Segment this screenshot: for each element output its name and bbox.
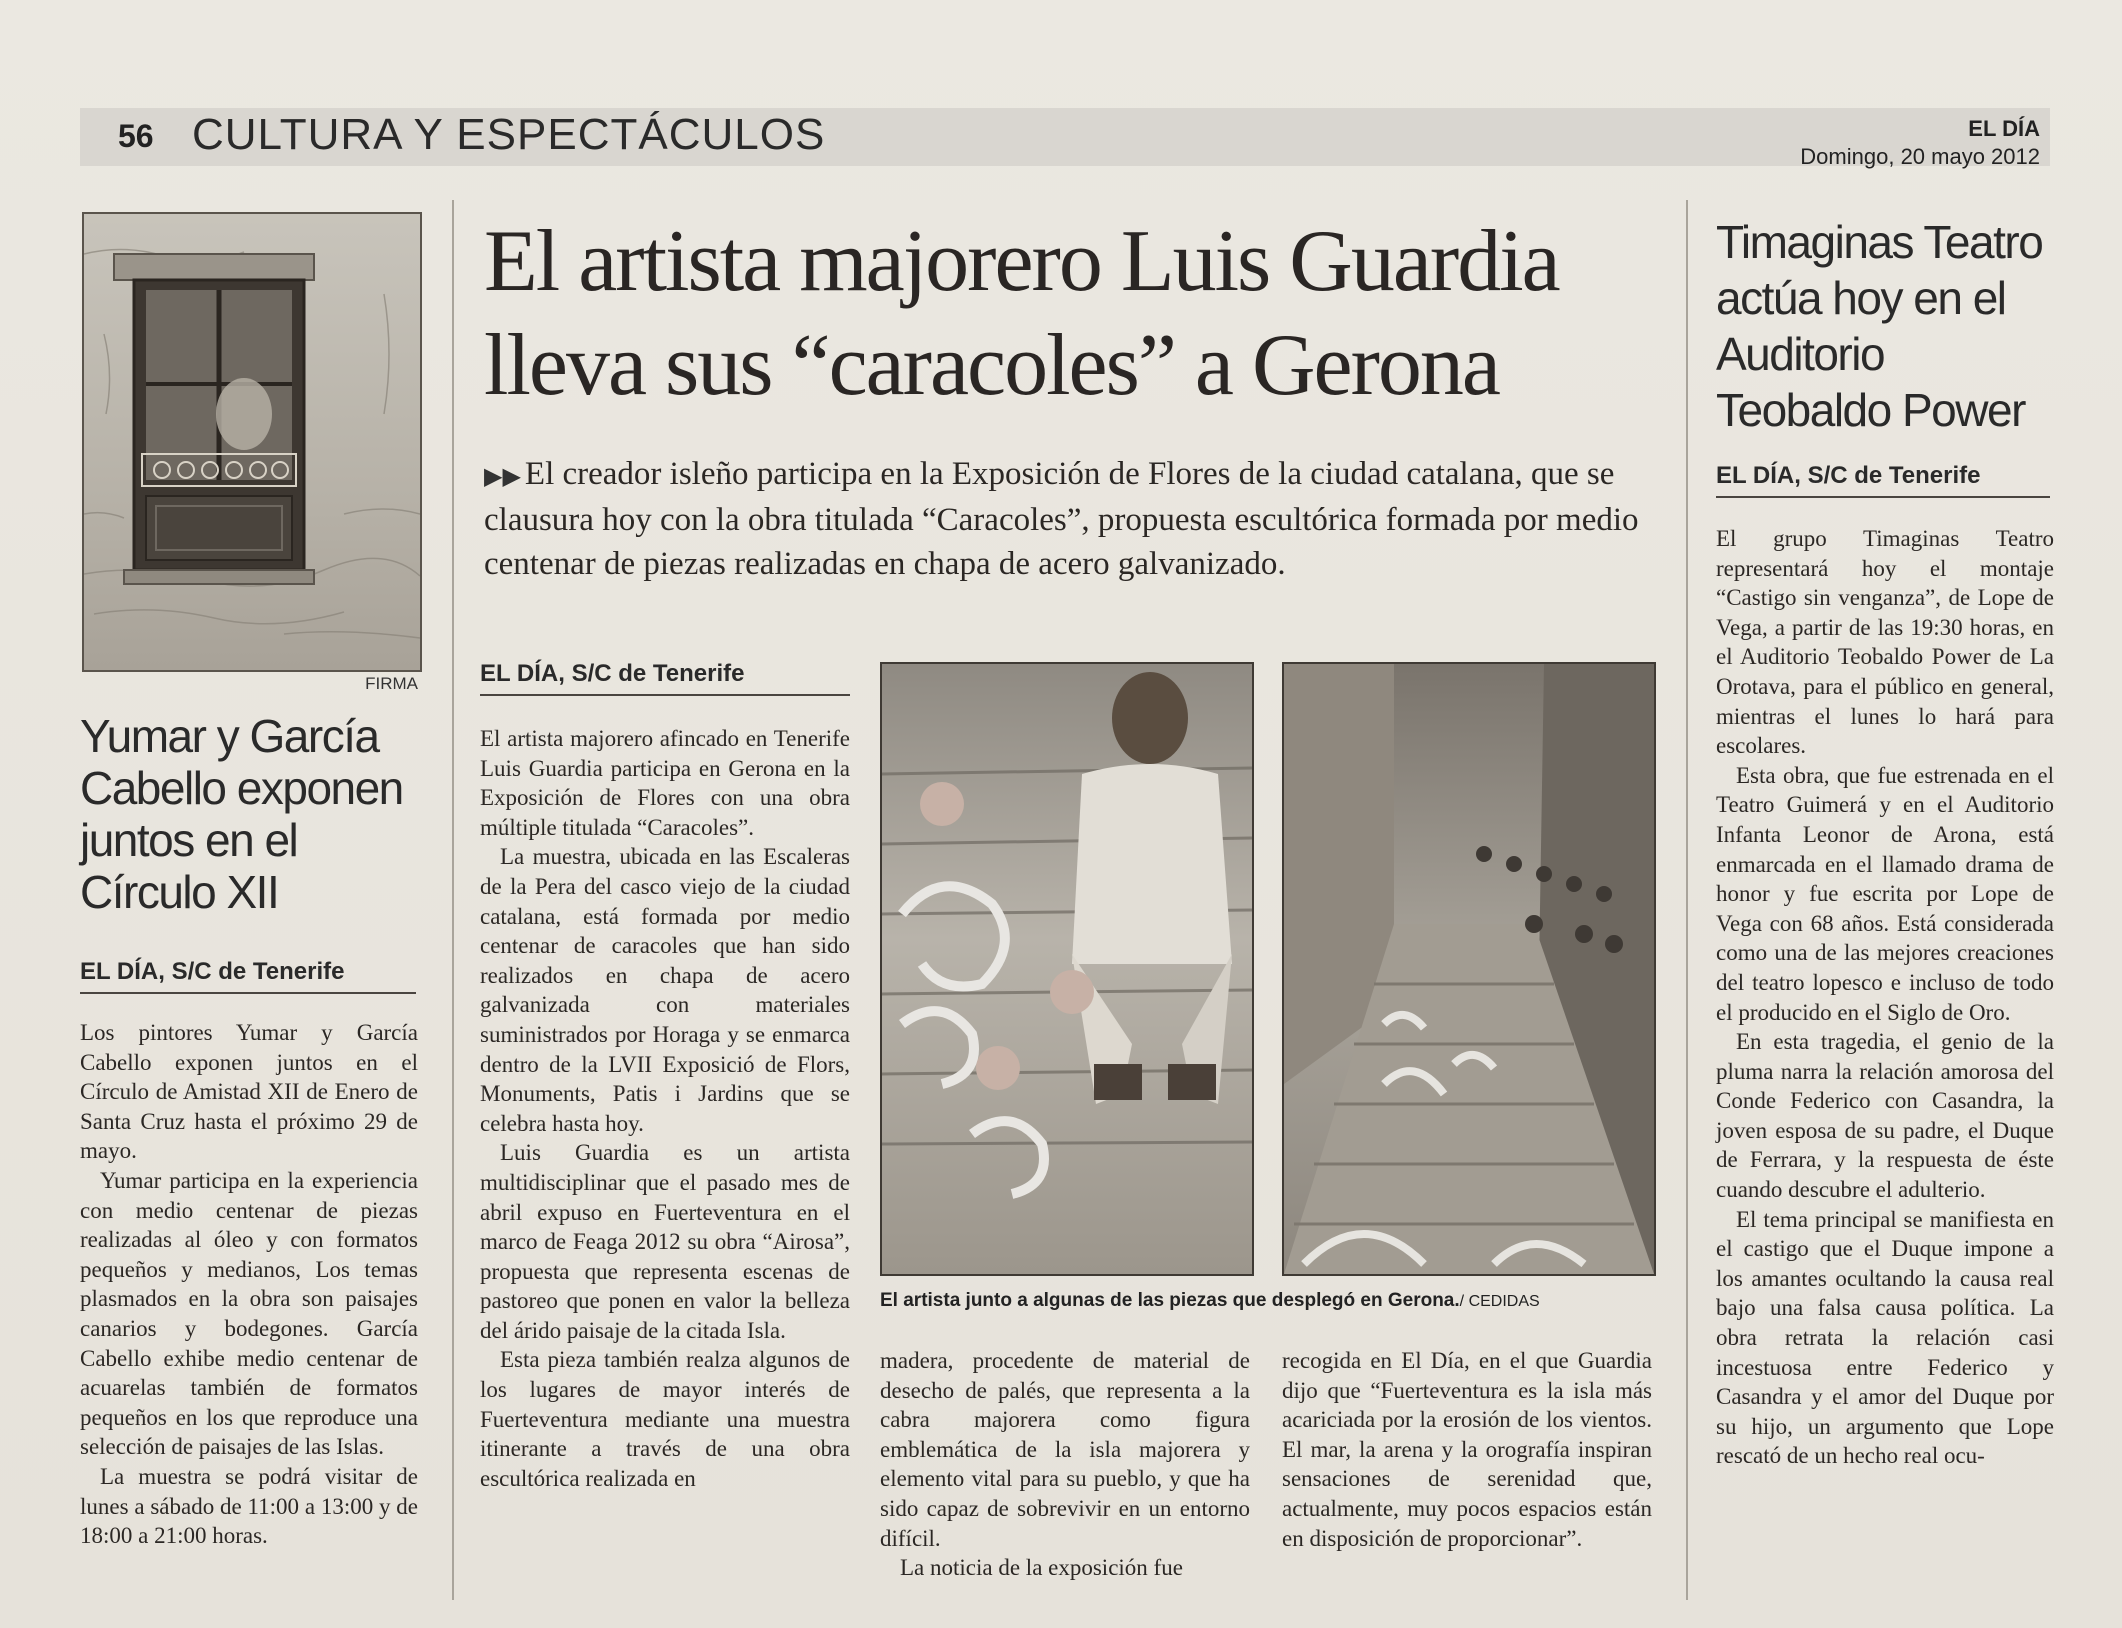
- staircase-crowd-photo: [1282, 662, 1656, 1276]
- main-article-col1: [480, 724, 850, 1493]
- main-article-byline: EL DÍA, S/C de Tenerife: [480, 660, 850, 696]
- double-arrow-icon: ▶▶: [484, 462, 521, 490]
- left-article-byline: EL DÍA, S/C de Tenerife: [80, 958, 416, 994]
- main-paragraph: Luis Guardia es un artista multidisciplinar que el pasado mes de abril expuso en Fuerteventura en el marco de Feaga 2012 su obra “Airosa”, propuesta que representa escenas de pastoreo que ponen en valor la belleza del árido paisaje de la citada Isla.: [480, 1140, 850, 1343]
- section-title: CULTURA Y ESPECTÁCULOS: [192, 110, 826, 159]
- main-dek: [484, 452, 1664, 586]
- main-paragraph: Esta pieza también realza algunos de los lugares de mayor interés de Fuerteventura mediante una muestra itinerante a través de una obra escultórica realizada en: [480, 1347, 850, 1491]
- right-article-body: [1716, 524, 2054, 1471]
- left-paragraph: Yumar participa en la experiencia con medio centenar de piezas realizadas al óleo y con formatos pequeños y medianos, Los temas plasmados en la obra son paisajes canarios y bodegones. García Cabello exhibe medio centenar de acuarelas también de formatos pequeños en los que reproduce una selección de paisajes de las Islas.: [80, 1167, 418, 1460]
- right-paragraph: El tema principal se manifiesta en el castigo que el Duque impone a los amantes ocultando la causa real bajo una falsa causa política. La obra retrata la relación casi incestuosa entre Federico y Casandra y el amor del Duque por su hijo, un argumento que Lope rescató de un hecho real ocu-: [1716, 1206, 2054, 1469]
- caption-credit: / CEDIDAS: [1459, 1293, 1540, 1310]
- masthead: [1800, 116, 2040, 170]
- column-rule-right: [1686, 200, 1688, 1600]
- photo-caption: [880, 1290, 1660, 1312]
- main-paragraph: El artista majorero afincado en Tenerife Luis Guardia participa en Gerona en la Exposición de Flores con una obra múltiple titulada “Caracoles”.: [480, 726, 850, 840]
- right-article-headline: Timaginas Teatro actúa hoy en el Auditorio Teobaldo Power: [1716, 216, 2043, 436]
- left-paragraph: La muestra se podrá visitar de lunes a sábado de 11:00 a 13:00 y de 18:00 a 21:00 horas.: [80, 1463, 418, 1549]
- left-paragraph: Los pintores Yumar y García Cabello exponen juntos en el Círculo de Amistad XII de Enero de Santa Cruz hasta el próximo 29 de mayo.: [80, 1020, 418, 1164]
- left-article-body: [80, 1018, 418, 1551]
- right-paragraph: En esta tragedia, el genio de la pluma narra la relación amorosa del Conde Federico con Casandra, la joven esposa de su padre, el Duque de Ferrara, y la respuesta de éste cuando descubre el adulterio.: [1716, 1029, 2054, 1203]
- caption-text: El artista junto a algunas de las piezas que desplegó en Gerona.: [880, 1290, 1460, 1311]
- right-paragraph: El grupo Timaginas Teatro representará hoy el montaje “Castigo sin venganza”, de Lope de Vega, a partir de las 19:30 horas, en el Auditorio Teobaldo Power de La Orotava, para el público en general, mientras el lunes lo hará para escolares.: [1716, 526, 2054, 759]
- main-article-col3: [1282, 1346, 1652, 1553]
- main-paragraph: recogida en El Día, en el que Guardia dijo que “Fuerteventura es la isla más acariciada por la erosión de los vientos. El mar, la arena y la orografía inspiran sensaciones de serenidad que, actualmente, muy pocos espacios están en disposición de proporcionar”.: [1282, 1348, 1652, 1551]
- main-article-col2: [880, 1346, 1250, 1583]
- right-paragraph: Esta obra, que fue estrenada en el Teatro Guimerá y en el Auditorio Infanta Leonor de Arona, está enmarcada en el llamado drama de honor y fue escrita por Lope de Vega con 68 años. Está considerada como una de las mejores creaciones del teatro lopesco e incluso de todo el producido en el Siglo de Oro.: [1716, 762, 2054, 1025]
- illustration-credit: FIRMA: [365, 674, 418, 693]
- main-paragraph: La noticia de la exposición fue: [900, 1555, 1183, 1581]
- window-painting-graphic: [84, 214, 420, 670]
- main-paragraph: madera, procedente de material de desecho de palés, que representa a la cabra majorera como figura emblemática de la isla majorera y elemento vital para su pueblo, y que ha sido capaz de sobrevivir en un entorno difícil.: [880, 1348, 1250, 1551]
- paper-name: EL DÍA: [1968, 116, 2040, 141]
- column-rule-left: [452, 200, 454, 1600]
- artist-photo-graphic: [882, 664, 1252, 1274]
- staircase-photo-graphic: [1284, 664, 1654, 1274]
- artist-photo: [880, 662, 1254, 1276]
- window-painting-image: [82, 212, 422, 672]
- left-article-headline: Yumar y García Cabello exponen juntos en el Círculo XII: [80, 710, 403, 918]
- right-article-byline: EL DÍA, S/C de Tenerife: [1716, 462, 2050, 498]
- main-headline: El artista majorero Luis Guardia lleva sus “caracoles” a Gerona: [484, 213, 1559, 414]
- page-number: 56: [118, 118, 154, 154]
- main-dek-text: El creador isleño participa en la Exposición de Flores de la ciudad catalana, que se clausura hoy con la obra titulada “Caracoles”, propuesta escultórica formada por medio centenar de piezas realizadas en chapa de acero galvanizado.: [484, 456, 1639, 582]
- issue-date: Domingo, 20 mayo 2012: [1800, 144, 2040, 169]
- main-paragraph: La muestra, ubicada en las Escaleras de la Pera del casco viejo de la ciudad catalana, está formada por medio centenar de caracoles que han sido realizados en chapa de acero galvanizada con materiales suministrados por Horaga y se enmarca dentro de la LVII Exposició de Flors, Monuments, Patis i Jardins que se celebra hasta hoy.: [480, 844, 850, 1136]
